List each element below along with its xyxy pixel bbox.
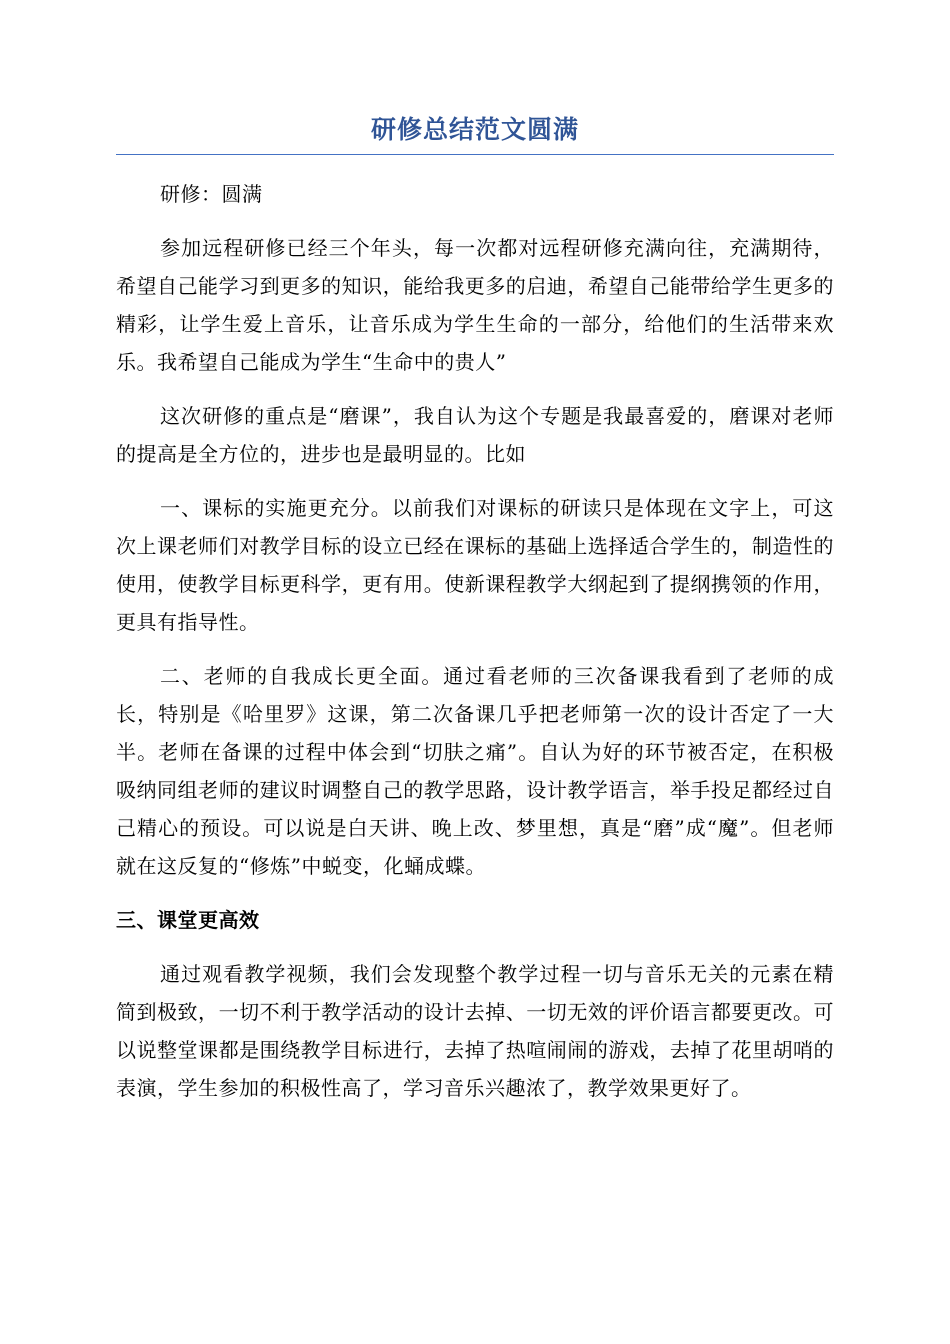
- body-paragraph-1: 参加远程研修已经三个年头，每一次都对远程研修充满向往，充满期待，希望自己能学习到更多的知识，能给我更多的启迪，希望自己能带给学生更多的精彩，让学生爱上音乐，让音乐成为学生生命的一部分，给他们的生活带来欢乐。我希望自己能成为学生“生命中的贵人”: [116, 236, 834, 374]
- title-underline: [116, 154, 834, 155]
- body-paragraph-5: 通过观看教学视频，我们会发现整个教学过程一切与音乐无关的元素在精简到极致，一切不利于教学活动的设计去掉、一切无效的评价语言都要更改。可以说整堂课都是围绕教学目标进行，去掉了热喧闹闹的游戏，去掉了花里胡哨的表演，学生参加的积极性高了，学习音乐兴趣浓了，教学效果更好了。: [116, 962, 834, 1100]
- subtitle-paragraph: 研修：圆满: [160, 182, 263, 206]
- document-title: 研修总结范文圆满: [370, 115, 579, 144]
- body-paragraph-4: 二、老师的自我成长更全面。通过看老师的三次备课我看到了老师的成长，特别是《哈里罗》这课，第二次备课几乎把老师第一次的设计否定了一大半。老师在备课的过程中体会到“切肤之痛”。自认为好的环节被否定，在积极吸纳同组老师的建议时调整自己的教学思路，设计教学语言，举手投足都经过自己精心的预设。可以说是白天讲、晚上改、梦里想，真是“磨”成“魔”。但老师就在这反复的“修炼”中蜕变，化蛹成蝶。: [116, 664, 834, 878]
- body-paragraph-2: 这次研修的重点是“磨课”，我自认为这个专题是我最喜爱的，磨课对老师的提高是全方位的，进步也是最明显的。比如: [116, 404, 834, 466]
- document-page: [116, 0, 834, 1107]
- section-heading: 三、课堂更高效: [116, 908, 260, 932]
- body-paragraph-3: 一、课标的实施更充分。以前我们对课标的研读只是体现在文字上，可这次上课老师们对教学目标的设立已经在课标的基础上选择适合学生的，制造性的使用，使教学目标更科学，更有用。使新课程教学大纲起到了提纲携领的作用，更具有指导性。: [116, 496, 834, 634]
